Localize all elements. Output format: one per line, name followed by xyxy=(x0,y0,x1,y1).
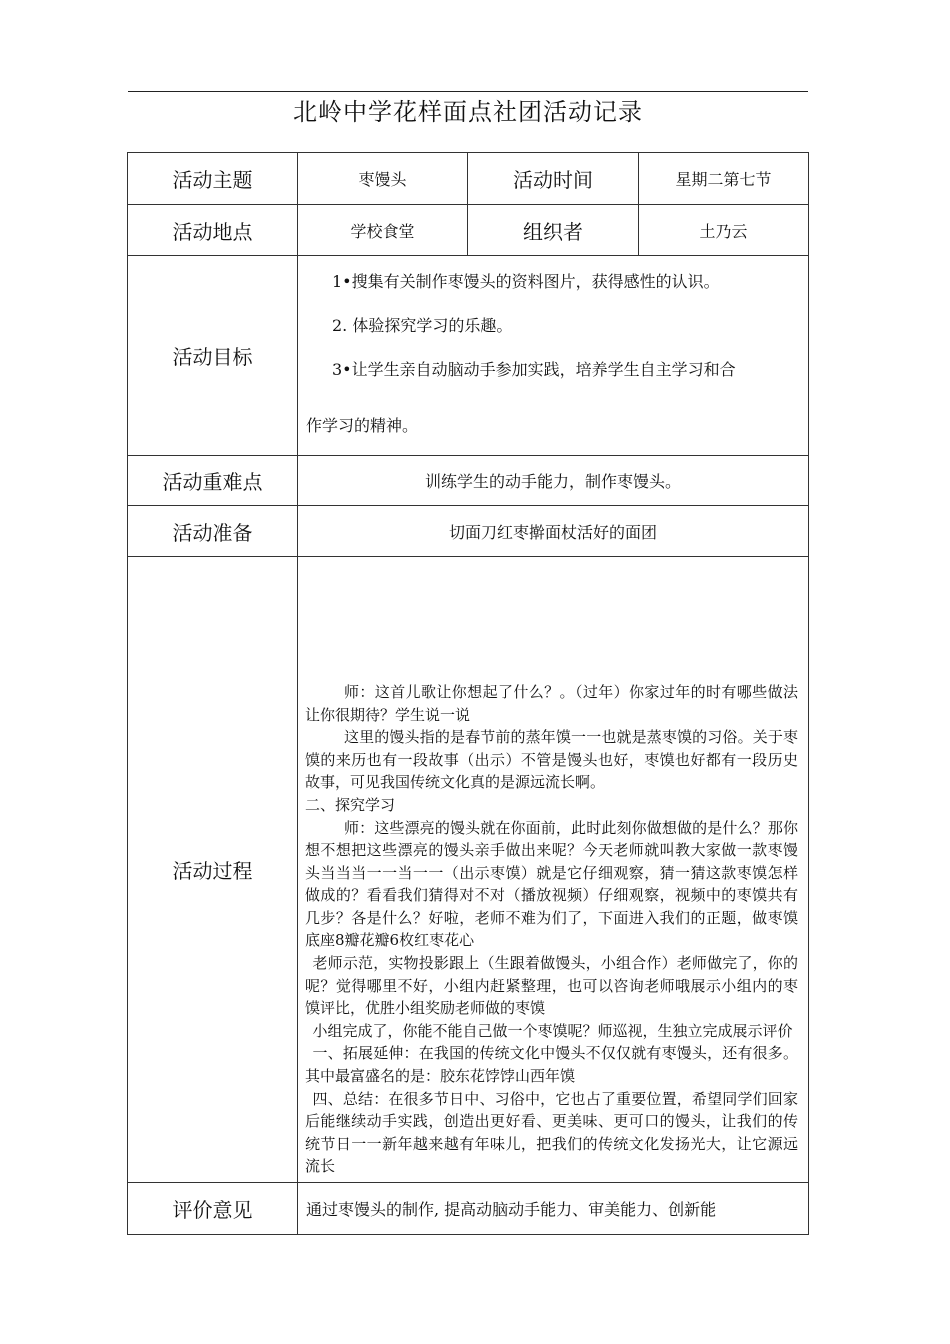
label-preparation: 活动准备 xyxy=(128,506,298,557)
process-paragraph: 一、拓展延伸：在我国的传统文化中馒头不仅仅就有枣馒头，还有很多。其中最富盛名的是：胶东花饽饽山西年馍 xyxy=(305,1044,798,1086)
value-place: 学校食堂 xyxy=(298,205,468,256)
process-paragraph: 老师示范，实物投影跟上（生跟着做馒头，小组合作）老师做完了，你的呢？觉得哪里不好，小组内赶紧整理，也可以咨询老师哦展示小组内的枣馍评比，优胜小组奖励老师做的枣馍 xyxy=(305,954,798,1018)
row-key-points xyxy=(128,456,809,506)
label-evaluation: 评价意见 xyxy=(128,1183,298,1235)
row-goals xyxy=(128,256,809,456)
value-time: 星期二第七节 xyxy=(639,153,809,205)
label-organizer: 组织者 xyxy=(468,205,639,256)
header-rule xyxy=(128,91,808,92)
activity-record-table xyxy=(127,152,809,1235)
process-heading: 二、探究学习 xyxy=(305,795,396,814)
process-content xyxy=(298,557,809,1183)
page-title: 北岭中学花样面点社团活动记录 xyxy=(293,98,643,126)
label-place: 活动地点 xyxy=(128,205,298,256)
goal-item: 2. 体验探究学习的乐趣。 xyxy=(332,316,513,335)
label-theme: 活动主题 xyxy=(128,153,298,205)
process-paragraph: 师：这些漂亮的馒头就在你面前，此时此刻你做想做的是什么？那你想不想把这些漂亮的馒头亲手做出来呢？今天老师就叫教大家做一款枣馒头当当当一一当一一（出示枣馍）就是它仔细观察，猜一猜这款枣馍怎样做成的？看看我们猜得对不对（播放视频）仔细观察，视频中的枣馍共有几步？各是什么？好啦，老师不难为们了，下面进入我们的正题，做枣馍底座8瓣花瓣6枚红枣花心 xyxy=(305,818,798,950)
value-evaluation: 通过枣馒头的制作, 提高动脑动手能力、审美能力、创新能 xyxy=(298,1183,809,1235)
row-place-organizer xyxy=(128,205,809,256)
value-key-points: 训练学生的动手能力，制作枣馒头。 xyxy=(298,456,809,506)
row-process xyxy=(128,557,809,1183)
goal-item: 3•让学生亲自动脑动手参加实践，培养学生自主学习和合 xyxy=(332,360,736,379)
process-paragraph: 四、总结：在很多节日中、习俗中，它也占了重要位置，希望同学们回家后能继续动手实践，创造出更好看、更美味、更可口的馒头，让我们的传统节日一一新年越来越有年味儿，把我们的传统文化发扬光大，让它源远流长 xyxy=(305,1089,798,1176)
goal-item: 1•搜集有关制作枣馒头的资料图片，获得感性的认识。 xyxy=(332,272,720,291)
value-theme: 枣馒头 xyxy=(298,153,468,205)
row-evaluation xyxy=(128,1183,809,1235)
process-paragraph: 小组完成了，你能不能自己做一个枣馍呢？师巡视，生独立完成展示评价 xyxy=(312,1021,793,1040)
value-preparation: 切面刀红枣擀面杖活好的面团 xyxy=(298,506,809,557)
label-key-points: 活动重难点 xyxy=(128,456,298,506)
value-organizer: 土乃云 xyxy=(639,205,809,256)
row-preparation xyxy=(128,506,809,557)
row-theme-time xyxy=(128,153,809,205)
process-paragraph: 师：这首儿歌让你想起了什么？。（过年）你家过年的时有哪些做法让你很期待？学生说一说 xyxy=(305,682,798,724)
process-paragraph: 这里的馒头指的是春节前的蒸年馍一一也就是蒸枣馍的习俗。关于枣馍的来历也有一段故事（出示）不管是馒头也好，枣馍也好都有一段历史故事，可见我国传统文化真的是源远流长啊。 xyxy=(305,728,798,792)
goals-content xyxy=(298,256,809,456)
label-goals: 活动目标 xyxy=(128,256,298,456)
label-process: 活动过程 xyxy=(128,557,298,1183)
label-time: 活动时间 xyxy=(468,153,639,205)
goal-item: 作学习的精神。 xyxy=(306,416,419,435)
